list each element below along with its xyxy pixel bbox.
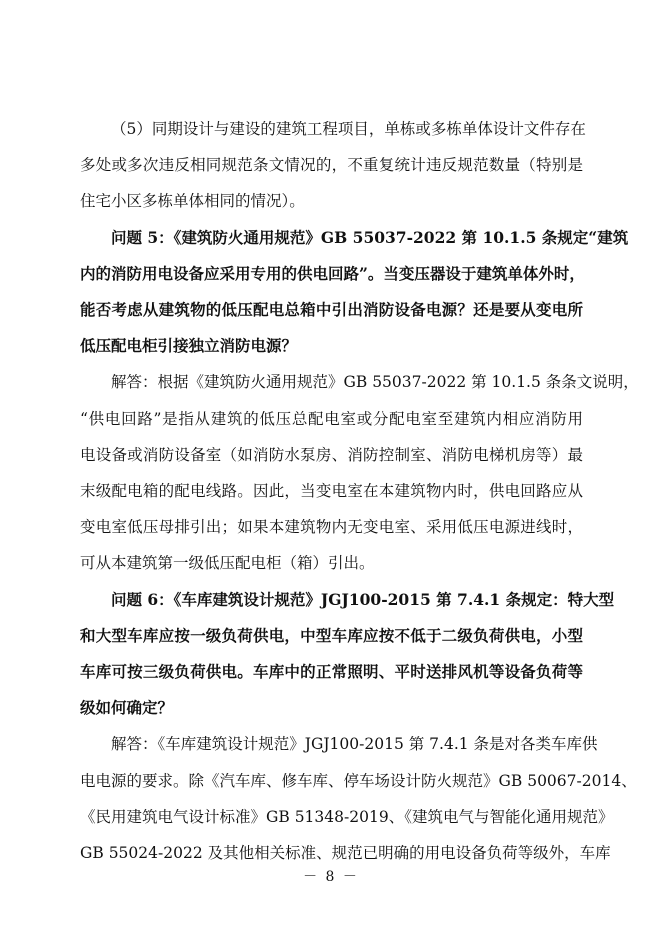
text-line: 解答：《车库建筑设计规范》JGJ100-2015 第 7.4.1 条是对各类车库供 xyxy=(111,735,598,754)
text-line: 低压配电柜引接独立消防电源？ xyxy=(80,336,298,356)
text-line: 电设备或消防设备室（如消防水泵房、消防控制室、消防电梯机房等）最 xyxy=(80,445,583,464)
text-line: 电电源的要求。除《汽车库、修车库、停车场设计防火规范》GB 50067-2014、 xyxy=(80,771,637,790)
text-line: 和大型车库应按一级负荷供电，中型车库应按不低于二级负荷供电，小型 xyxy=(80,625,583,645)
text-line: 住宅小区多栋单体相同的情况）。 xyxy=(80,192,305,211)
text-line: 末级配电箱的配电线路。因此，当变电室在本建筑物内时，供电回路应从 xyxy=(80,482,583,500)
text-line: 内的消防用电设备应采用专用的供电回路”。当变压器设于建筑单体外时， xyxy=(80,263,585,283)
text-line: 《民用建筑电气设计标准》GB 51348-2019、《建筑电气与智能化通用规范》 xyxy=(80,807,614,826)
text-line: 能否考虑从建筑物的低压配电总箱中引出消防设备电源？还是要从变电所 xyxy=(80,300,583,319)
text-line: 问题 6：《车库建筑设计规范》JGJ100-2015 第 7.4.1 条规定：特大型 xyxy=(111,589,615,609)
text-line: GB 55024-2022 及其他相关标准、规范已明确的用电设备负荷等级外，车库 xyxy=(80,844,611,862)
text-line: 变电室低压母排引出；如果本建筑物内无变电室、采用低压电源进线时， xyxy=(80,518,583,537)
text-line: “供电回路”是指从建筑的低压总配电室或分配电室至建筑内相应消防用 xyxy=(80,409,583,428)
text-line: （5）同期设计与建设的建筑工程项目，单栋或多栋单体设计文件存在 xyxy=(111,120,586,138)
text-line: 问题 5：《建筑防火通用规范》GB 55037-2022 第 10.1.5 条规定“建筑 xyxy=(111,227,629,247)
text-line: 级如何确定？ xyxy=(80,698,174,718)
text-line: 解答：根据《建筑防火通用规范》GB 55037-2022 第 10.1.5 条条文说明， xyxy=(111,373,639,392)
text-line: 多处或多次违反相同规范条文情况的，不重复统计违反规范数量（特别是 xyxy=(80,156,583,175)
page-number: － 8 － xyxy=(303,869,359,885)
text-line: 车库可按三级负荷供电。车库中的正常照明、平时送排风机等设备负荷等 xyxy=(80,662,583,681)
text-line: 可从本建筑第一级低压配电柜（箱）引出。 xyxy=(80,554,375,573)
